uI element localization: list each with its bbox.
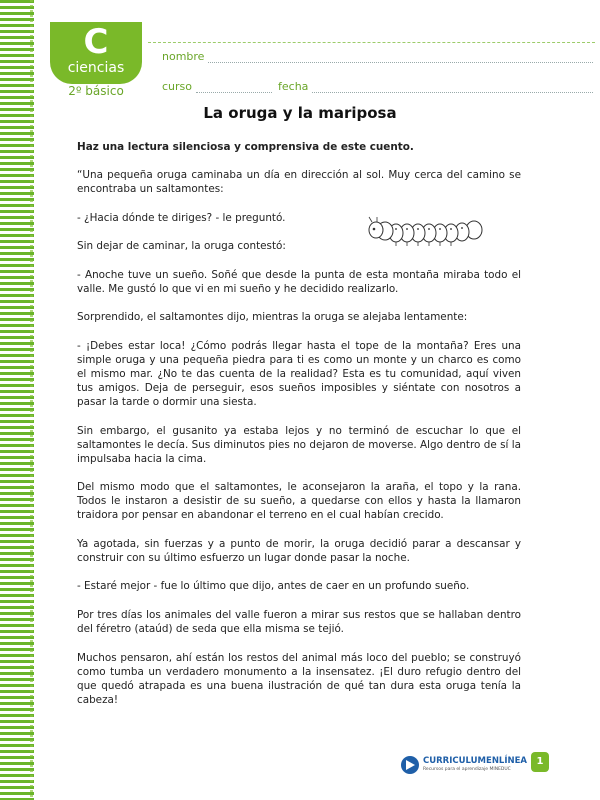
paragraph: Sorprendido, el saltamontes dijo, mientras la oruga se alejaba lentamente:	[77, 311, 468, 324]
paragraph: Sin dejar de caminar, la oruga contestó:	[77, 240, 286, 253]
brand-name: CURRICULUMENLÍNEA	[423, 756, 528, 766]
paragraph: Sin embargo, el gusanito ya estaba lejos y no terminó de escuchar lo que el saltamontes le decía. Sus diminutos pies no dejaron de moverse. Algo dentro de sí la impulsaba hacia la cima.	[77, 424, 521, 465]
date-label: fecha	[278, 80, 309, 93]
paragraph: - Estaré mejor - fue lo último que dijo, antes de caer en un profundo sueño.	[77, 580, 470, 593]
page-number: 1	[531, 752, 549, 772]
date-field[interactable]	[312, 92, 593, 93]
page-title: La oruga y la mariposa	[203, 104, 397, 122]
paragraph: “Una pequeña oruga caminaba un día en dirección al sol. Muy cerca del camino se encontraba un saltamontes:	[77, 169, 521, 195]
subject-badge-letter: C	[83, 22, 109, 62]
play-icon	[401, 756, 419, 774]
name-field[interactable]	[208, 62, 593, 63]
paragraph: Del mismo modo que el saltamontes, le aconsejaron la araña, el topo y la rana. Todos le instaron a desistir de su sueño, a quedarse con ellos y hasta la llamaron traidora por pensar en abandonar el terreno en el cual habían crecido.	[77, 481, 521, 522]
paragraph: - ¡Debes estar loca! ¿Cómo podrás llegar hasta el tope de la montaña? Eres una simple oruga y una pequeña piedra para ti es como un monte y un charco es como el mismo mar. ¿No te das cuenta de la realidad? Esta es tu comunidad, aquí viven tus amigos. Deja de perseguir, esos sueños imposibles y siéntate con nosotros a pasar la tarde o dormir una siesta.	[77, 339, 521, 408]
instruction: Haz una lectura silenciosa y comprensiva de este cuento.	[77, 141, 414, 153]
subject-badge-label: ciencias	[67, 60, 125, 76]
subject-badge	[50, 22, 142, 84]
paragraph: - Anoche tuve un sueño. Soñé que desde la punta de esta montaña miraba todo el valle. Me gustó lo que vi en mi sueño y he decidido realizarlo.	[77, 268, 521, 295]
course-label: curso	[162, 80, 193, 93]
caterpillar-illustration	[368, 216, 486, 248]
paragraph: Muchos pensaron, ahí están los restos del animal más loco del pueblo; se construyó como tumba un verdadero monumento a la insensatez. ¡El duro refugio dentro del que quedó atrapada es una buena ilustración de qué tan dura esta oruga tenía la cabeza!	[77, 651, 521, 706]
paragraph: Ya agotada, sin fuerzas y a punto de morir, la oruga decidió parar a descansar y construir con su último esfuerzo un lugar donde pasar la noche.	[77, 537, 521, 564]
paragraph: - ¿Hacia dónde te diriges? - le preguntó.	[77, 211, 286, 224]
course-field[interactable]	[196, 92, 272, 93]
paragraph: Por tres días los animales del valle fueron a mirar sus restos que se hallaban dentro del féretro (ataúd) de seda que ella misma se tejió.	[77, 608, 521, 635]
grade-label: 2º básico	[68, 84, 124, 98]
name-label: nombre	[162, 50, 205, 63]
header-border	[148, 42, 595, 43]
curriculum-logo[interactable]	[401, 754, 528, 776]
brand-tagline: Recursos para el aprendizaje MINEDUC	[423, 767, 511, 772]
